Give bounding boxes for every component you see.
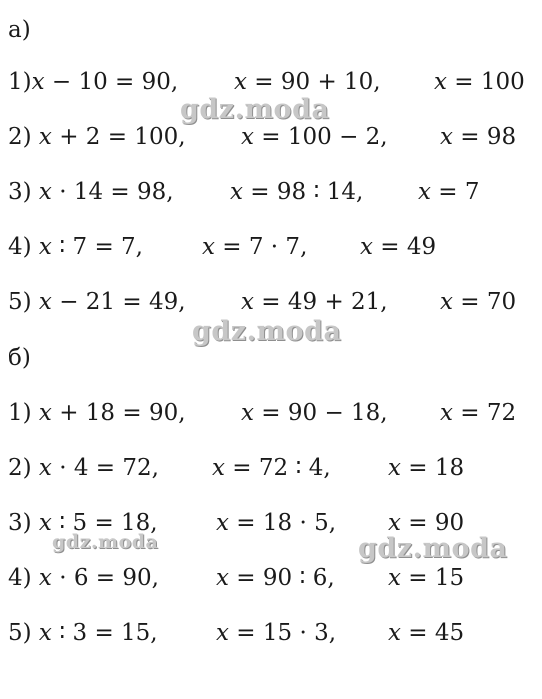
equation-result: 𝑥 = 98 [440,124,517,150]
equation-step: 𝑥 = 15 · 3, [216,620,337,646]
equation-result: 𝑥 = 90 [388,510,465,536]
equation: 5) 𝑥 − 21 = 49, [8,289,186,315]
section-b-label: б) [8,345,31,371]
equation: 4) 𝑥 ∶ 7 = 7, [8,234,143,260]
watermark: gdz.moda [358,533,508,564]
equation-result: 𝑥 = 100 [434,69,525,95]
section-a-label: а) [8,17,31,43]
equation: 1) 𝑥 + 18 = 90, [8,400,186,426]
equation-step: 𝑥 = 18 · 5, [216,510,337,536]
equation-step: 𝑥 = 90 ∶ 6, [216,565,335,591]
watermark: gdz.moda [180,94,330,125]
equation-step: 𝑥 = 7 · 7, [202,234,308,260]
equation: 1)𝑥 − 10 = 90, [8,69,179,95]
watermark: gdz.moda [192,316,342,347]
equation: 4) 𝑥 · 6 = 90, [8,565,159,591]
equation-step: 𝑥 = 72 ∶ 4, [212,455,331,481]
equation-result: 𝑥 = 72 [440,400,517,426]
equation-result: 𝑥 = 15 [388,565,465,591]
equation-result: 𝑥 = 7 [418,179,480,205]
equation: 3) 𝑥 · 14 = 98, [8,179,174,205]
equation: 2) 𝑥 · 4 = 72, [8,455,159,481]
equation-result: 𝑥 = 18 [388,455,465,481]
equation: 5) 𝑥 ∶ 3 = 15, [8,620,158,646]
watermark: gdz.moda [52,531,159,553]
equation: 2) 𝑥 + 2 = 100, [8,124,186,150]
equation-result: 𝑥 = 45 [388,620,465,646]
equation-step: 𝑥 = 49 + 21, [241,289,388,315]
equation: 3) 𝑥 ∶ 5 = 18, [8,510,158,536]
equation-step: 𝑥 = 90 − 18, [241,400,388,426]
equation-result: 𝑥 = 49 [360,234,437,260]
equation-result: 𝑥 = 70 [440,289,517,315]
equation-step: 𝑥 = 98 ∶ 14, [230,179,364,205]
equation-step: 𝑥 = 100 − 2, [241,124,388,150]
equation-step: 𝑥 = 90 + 10, [234,69,381,95]
